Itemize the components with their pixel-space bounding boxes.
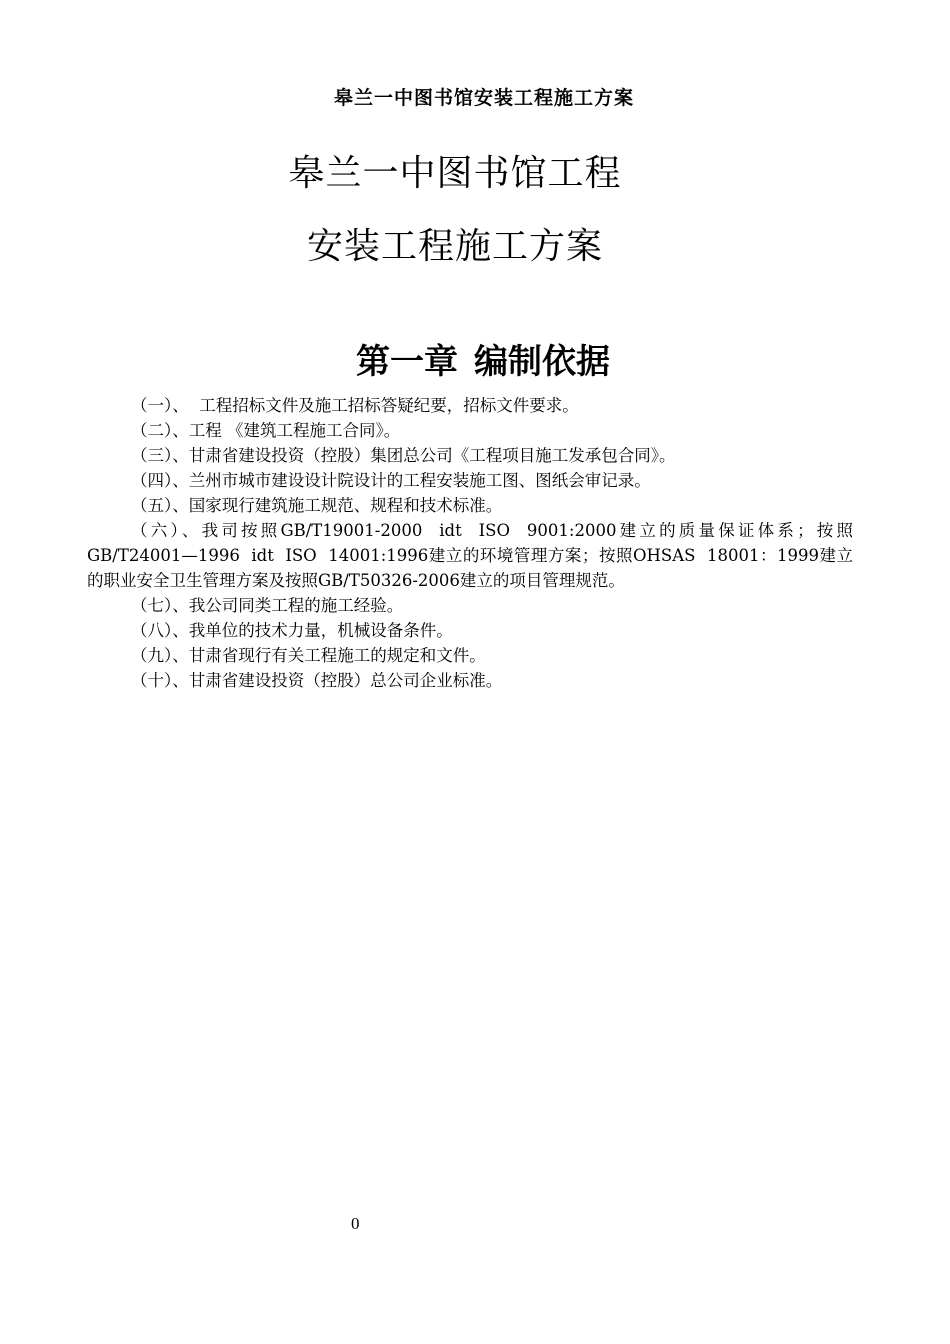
basis-item-1: （一）、 工程招标文件及施工招标答疑纪要，招标文件要求。 [131,396,579,415]
chapter-title [0,334,950,383]
page-number: 0 [351,1214,360,1233]
basis-item-5: （五）、国家现行建筑施工规范、规程和技术标准。 [131,496,503,515]
basis-item-4: （四）、兰州市城市建设设计院设计的工程安装施工图、图纸会审记录。 [131,471,651,490]
document-title-line-1: 皋兰一中图书馆工程 [288,153,622,194]
basis-item-6: （六）、我司按照GB/T19001-2000 idt ISO 9001:2000建立的质量保证体系；按照GB/T24001—1996 idt ISO 14001:1996建立的环境管理方案；按照OHSAS 18001：1999建立的职业安全卫生管理方案及按照GB/T50326-2006建立的项目管理规范。 [87,521,853,590]
basis-item-8: （八）、我单位的技术力量，机械设备条件。 [131,621,453,640]
basis-item-7: （七）、我公司同类工程的施工经验。 [131,596,404,615]
compilation-basis-list [87,393,853,693]
running-header: 皋兰一中图书馆安装工程施工方案 [333,87,634,109]
basis-item-2: （二）、工程 《建筑工程施工合同》。 [131,421,401,440]
basis-item-3: （三）、甘肃省建设投资（控股）集团总公司《工程项目施工发承包合同》。 [131,446,676,465]
chapter-number: 第一章 [356,342,458,382]
basis-item-10: （十）、甘肃省建设投资（控股）总公司企业标准。 [131,671,503,690]
document-title-line-2: 安装工程施工方案 [306,226,603,267]
chapter-name: 编制依据 [474,342,610,382]
basis-item-9: （九）、甘肃省现行有关工程施工的规定和文件。 [131,646,486,665]
